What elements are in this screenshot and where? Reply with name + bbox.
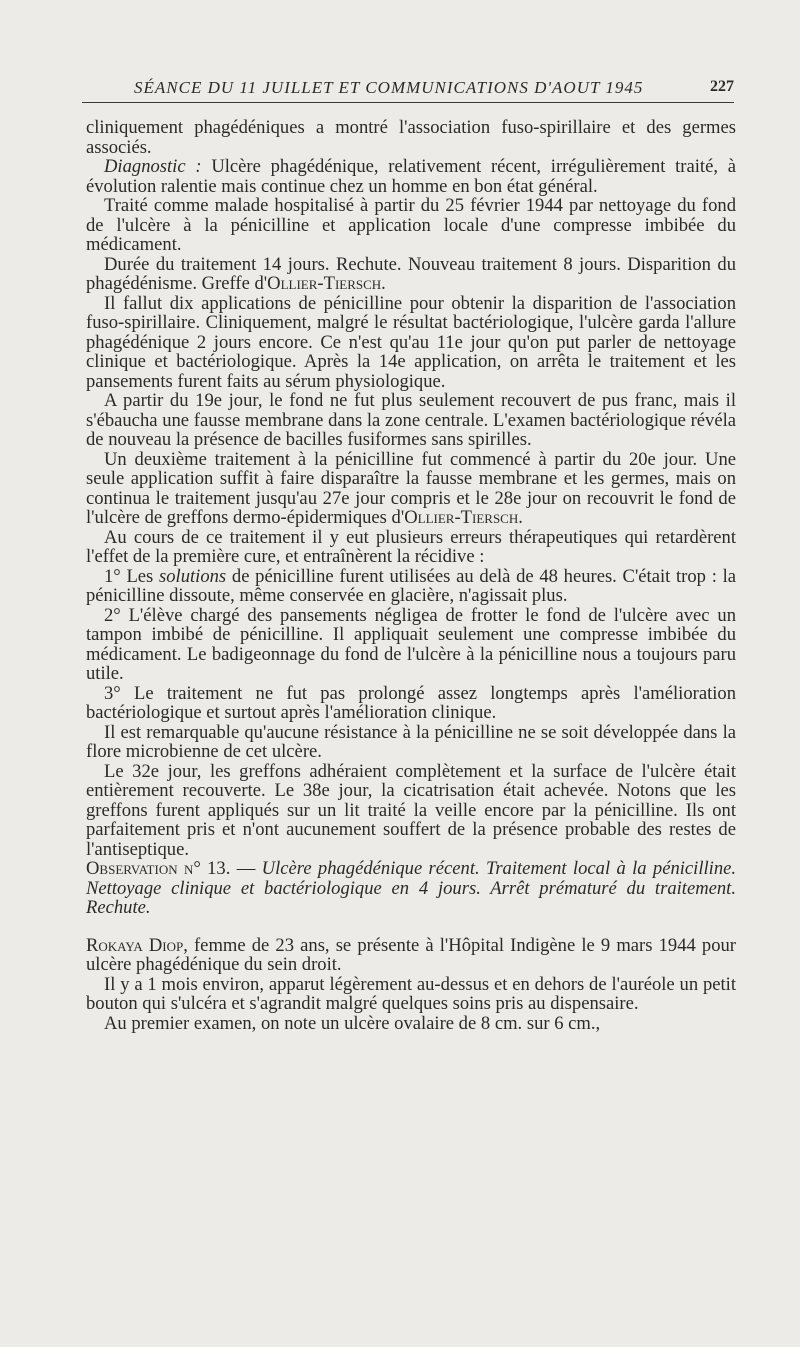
paragraph: Il est remarquable qu'aucune résistance à la pénicilline ne se soit développée dans la flore microbienne de cet ulcère. — [86, 721, 736, 762]
paragraph: Au premier examen, on note un ulcère ovalaire de 8 cm. sur 6 cm., — [104, 1012, 601, 1034]
observation-heading: Observation n° 13. — Ulcère phagédénique récent. Traitement local à la pénicilline. Nettoyage clinique et bactériologique en 4 jours. Arrêt prématuré du traitement. Rechute. — [86, 858, 737, 918]
paragraph: Le 32e jour, les greffons adhéraient complètement et la surface de l'ulcère était entièrement recouverte. Le 38e jour, la cicatrisation était achevée. Notons que les greffons furent appliqués sur un lit traité la veille encore par la pénicilline. Ils ont parfaitement pris et n'ont aucunement souffert de la présence probable des restes de l'antiseptique. — [86, 760, 736, 860]
running-header — [82, 76, 734, 103]
paragraph: Diagnostic : Ulcère phagédénique, relativement récent, irrégulièrement traité, à évolution ralentie mais continue chez un homme en bon état général. — [86, 156, 736, 197]
page-number: 227 — [710, 78, 734, 95]
header-title: SÉANCE DU 11 JUILLET ET COMMUNICATIONS D'AOUT 1945 — [134, 78, 644, 97]
paragraph: 2° L'élève chargé des pansements négligea de frotter le fond de l'ulcère avec un tampon imbibé de pénicilline. Il appliquait seulement une compresse imbibée du médicament. Le badigeonnage du fond de l'ulcère à la pénicilline nous a toujours paru utile. — [86, 604, 736, 684]
paragraph: Rokaya Diop, femme de 23 ans, se présente à l'Hôpital Indigène le 9 mars 1944 pour ulcère phagédénique du sein droit. — [86, 934, 736, 975]
paragraph: Au cours de ce traitement il y eut plusieurs erreurs thérapeutiques qui retardèrent l'effet de la première cure, et entraînèrent la récidive : — [86, 526, 736, 567]
paragraph: 3° Le traitement ne fut pas prolongé assez longtemps après l'amélioration bactériologique et surtout après l'amélioration clinique. — [86, 682, 736, 723]
body-text — [86, 118, 736, 1033]
paragraph: Un deuxième traitement à la pénicilline fut commencé à partir du 20e jour. Une seule application suffit à faire disparaître la fausse membrane et les germes, mais on continua le traitement jusqu'au 27e jour compris et le 28e jour on recouvrit le fond de l'ulcère de greffons dermo-épidermiques d'Ollier-Tiersch. — [86, 448, 736, 528]
paragraph: 1° Les solutions de pénicilline furent utilisées au delà de 48 heures. C'était trop : la pénicilline dissoute, même conservée en glacière, n'agissait plus. — [86, 565, 736, 606]
observation-title: Ulcère phagédénique récent. Traitement local à la pénicilline. Nettoyage clinique et bactériologique en 4 jours. Arrêt prématuré du traitement. Rechute. — [86, 858, 737, 918]
paragraph: Il y a 1 mois environ, apparut légèrement au-dessus et en dehors de l'auréole un petit bouton qui s'ulcéra et s'agrandit malgré quelques soins pris au dispensaire. — [86, 973, 736, 1014]
paragraph: Durée du traitement 14 jours. Rechute. Nouveau traitement 8 jours. Disparition du phagédénisme. Greffe d'Ollier-Tiersch. — [86, 253, 736, 294]
paragraph: A partir du 19e jour, le fond ne fut plus seulement recouvert de pus franc, mais il s'ébaucha une fausse membrane dans la zone centrale. L'examen bactériologique révéla de nouveau la présence de bacilles fusiformes sans spirilles. — [86, 390, 736, 450]
paragraph: Traité comme malade hospitalisé à partir du 25 février 1944 par nettoyage du fond de l'ulcère à la pénicilline et application locale d'une compresse imbibée du médicament. — [86, 195, 736, 255]
observation-label: Observation n° 13. — [86, 858, 231, 879]
paragraph: Il fallut dix applications de pénicilline pour obtenir la disparition de l'association fuso-spirillaire. Cliniquement, malgré le résultat bactériologique, l'ulcère garda l'allure phagédénique 2 jours encore. Ce n'est qu'au 11e jour qu'on put parler de nettoyage clinique et bactériologique. Après la 14e application, on arrêta le traitement et les pansements furent faits au sérum physiologique. — [86, 292, 736, 392]
paragraph: cliniquement phagédéniques a montré l'association fuso-spirillaire et des germes associés. — [86, 117, 736, 158]
